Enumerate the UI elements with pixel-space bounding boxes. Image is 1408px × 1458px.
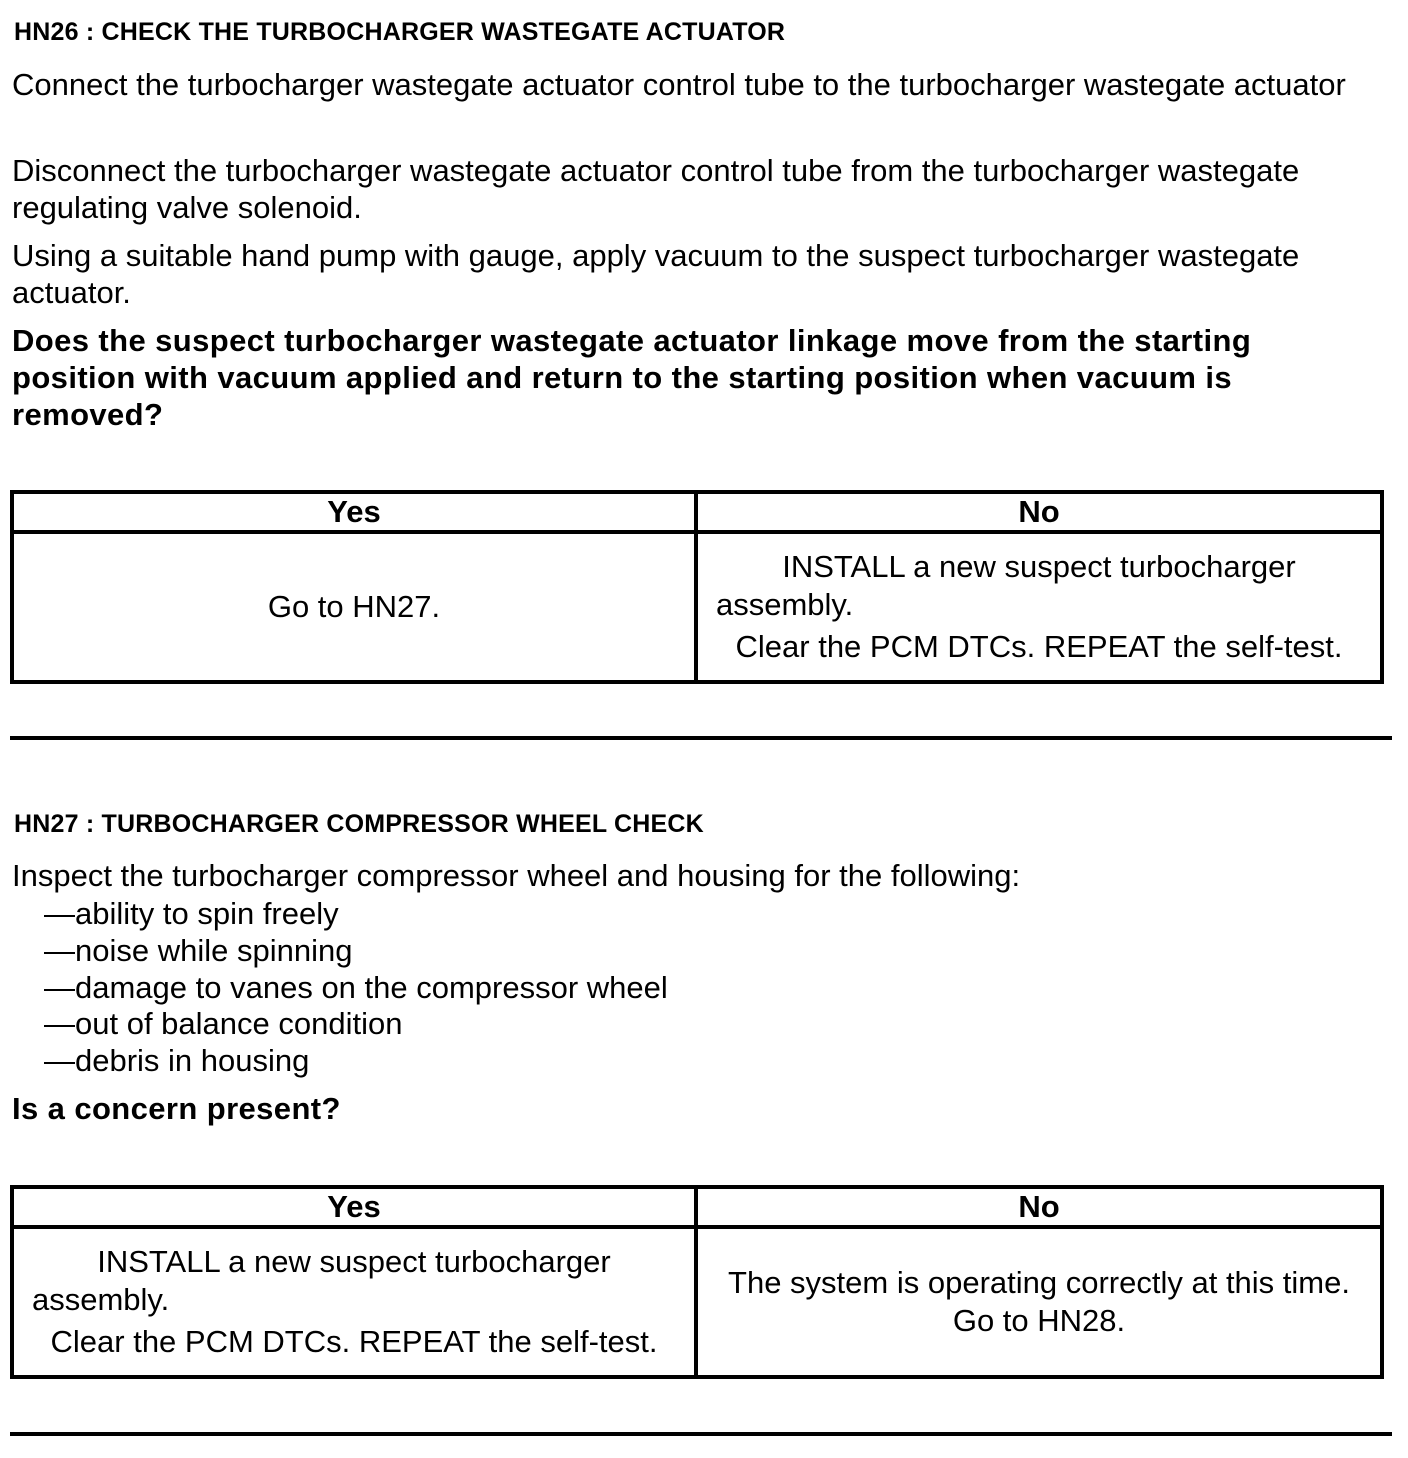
- hn26-instruction-1: Connect the turbocharger wastegate actuator control tube to the turbocharger wastegate actuator: [12, 67, 1346, 102]
- hn26-yes-cell: [12, 532, 696, 682]
- section-divider: [10, 1432, 1392, 1436]
- hn27-question: Is a concern present?: [12, 1091, 341, 1126]
- hn27-yes-cell: [12, 1227, 696, 1377]
- hn27-yes-action-line-3: Clear the PCM DTCs. REPEAT the self-test.: [50, 1324, 658, 1359]
- hn27-no-header: No: [696, 1187, 1382, 1227]
- hn26-decision-table: [10, 490, 1384, 684]
- hn27-check-item: —ability to spin freely: [44, 896, 339, 931]
- section-divider: [10, 736, 1392, 740]
- hn26-no-action-line-1: INSTALL a new suspect turbocharger: [782, 549, 1296, 584]
- hn26-title: HN26 : CHECK THE TURBOCHARGER WASTEGATE ACTUATOR: [14, 18, 786, 46]
- hn27-decision-table: [10, 1185, 1384, 1379]
- hn27-check-item: —damage to vanes on the compressor wheel: [44, 970, 668, 1005]
- hn27-no-action-line-1: The system is operating correctly at this time.: [728, 1265, 1350, 1300]
- hn26-yes-header: Yes: [12, 492, 696, 532]
- hn26-instruction-2: Disconnect the turbocharger wastegate actuator control tube from the turbocharger wastegate regulating valve solenoid.: [12, 153, 1300, 225]
- hn26-no-cell: [696, 532, 1382, 682]
- hn26-no-action-line-2: assembly.: [716, 587, 854, 622]
- hn27-title: HN27 : TURBOCHARGER COMPRESSOR WHEEL CHECK: [14, 810, 704, 838]
- hn26-question: Does the suspect turbocharger wastegate actuator linkage move from the starting position with vacuum applied and return to the starting position when vacuum is removed?: [12, 323, 1252, 432]
- hn27-no-cell: [696, 1227, 1382, 1377]
- hn27-yes-action-line-2: assembly.: [32, 1282, 170, 1317]
- hn27-check-item: —out of balance condition: [44, 1006, 403, 1041]
- hn26-no-action-line-3: Clear the PCM DTCs. REPEAT the self-test.: [735, 629, 1343, 664]
- hn27-yes-header: Yes: [12, 1187, 696, 1227]
- hn27-intro: Inspect the turbocharger compressor wheel and housing for the following:: [12, 858, 1021, 893]
- hn27-check-item: —debris in housing: [44, 1043, 310, 1078]
- hn27-yes-action-line-1: INSTALL a new suspect turbocharger: [97, 1244, 611, 1279]
- hn26-instruction-3: Using a suitable hand pump with gauge, apply vacuum to the suspect turbocharger wastegate actuator.: [12, 238, 1300, 310]
- hn27-no-action-line-2: Go to HN28.: [952, 1303, 1126, 1338]
- hn26-yes-action: Go to HN27.: [267, 589, 441, 624]
- hn27-check-item: —noise while spinning: [44, 933, 353, 968]
- hn26-no-header: No: [696, 492, 1382, 532]
